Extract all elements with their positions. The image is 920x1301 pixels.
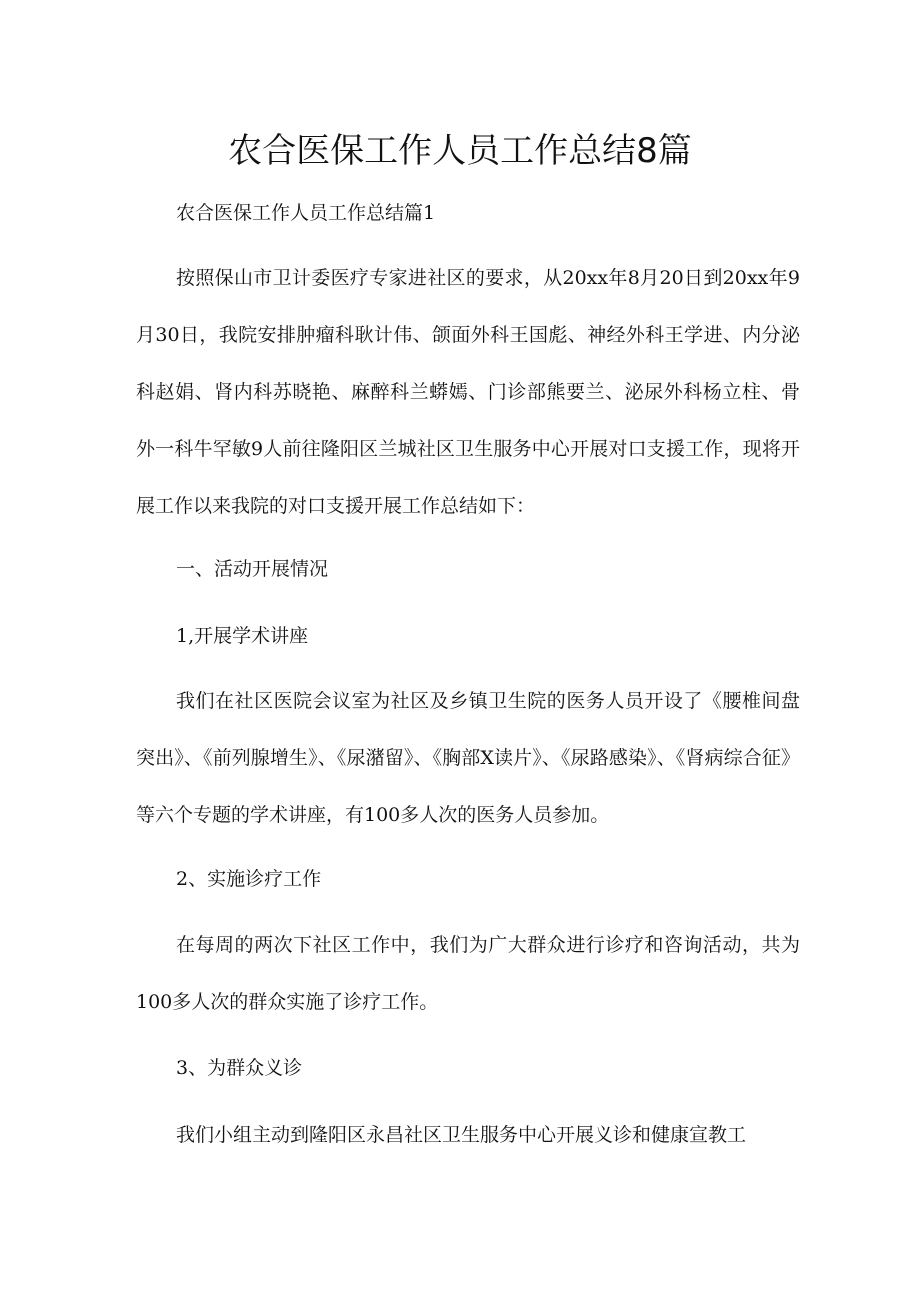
document-title: 农合医保工作人员工作总结8篇 [228,131,692,171]
heading-activities: 一、活动开展情况 [176,558,329,580]
paragraph-diagnosis: 在每周的两次下社区工作中，我们为广大群众进行诊疗和咨询活动，共为100多人次的群众实施了诊疗工作。 [136,934,800,1013]
heading-diagnosis: 2、实施诊疗工作 [176,868,322,890]
paragraph-free-clinic: 我们小组主动到隆阳区永昌社区卫生服务中心开展义诊和健康宣教工 [176,1124,747,1146]
intro-paragraph: 按照保山市卫计委医疗专家进社区的要求，从20xx年8月20日到20xx年9月30日，我院安排肿瘤科耿计伟、颌面外科王国彪、神经外科王学进、内分泌科赵娟、肾内科苏晓艳、麻醉科兰蟒嫣、门诊部熊要兰、泌尿外科杨立柱、骨外一科牛罕敏9人前往隆阳区兰城社区卫生服务中心开展对口支援工作，现将开展工作以来我院的对口支援开展工作总结如下： [136,267,800,517]
paragraph-lectures: 我们在社区医院会议室为社区及乡镇卫生院的医务人员开设了《腰椎间盘突出》、《前列腺增生》、《尿潴留》、《胸部X读片》、《尿路感染》、《肾病综合征》等六个专题的学术讲座，有100多人次的医务人员参加。 [136,690,800,826]
heading-free-clinic: 3、为群众义诊 [176,1057,303,1079]
heading-lectures: 1,开展学术讲座 [176,625,309,647]
section-title: 农合医保工作人员工作总结篇1 [176,202,436,224]
